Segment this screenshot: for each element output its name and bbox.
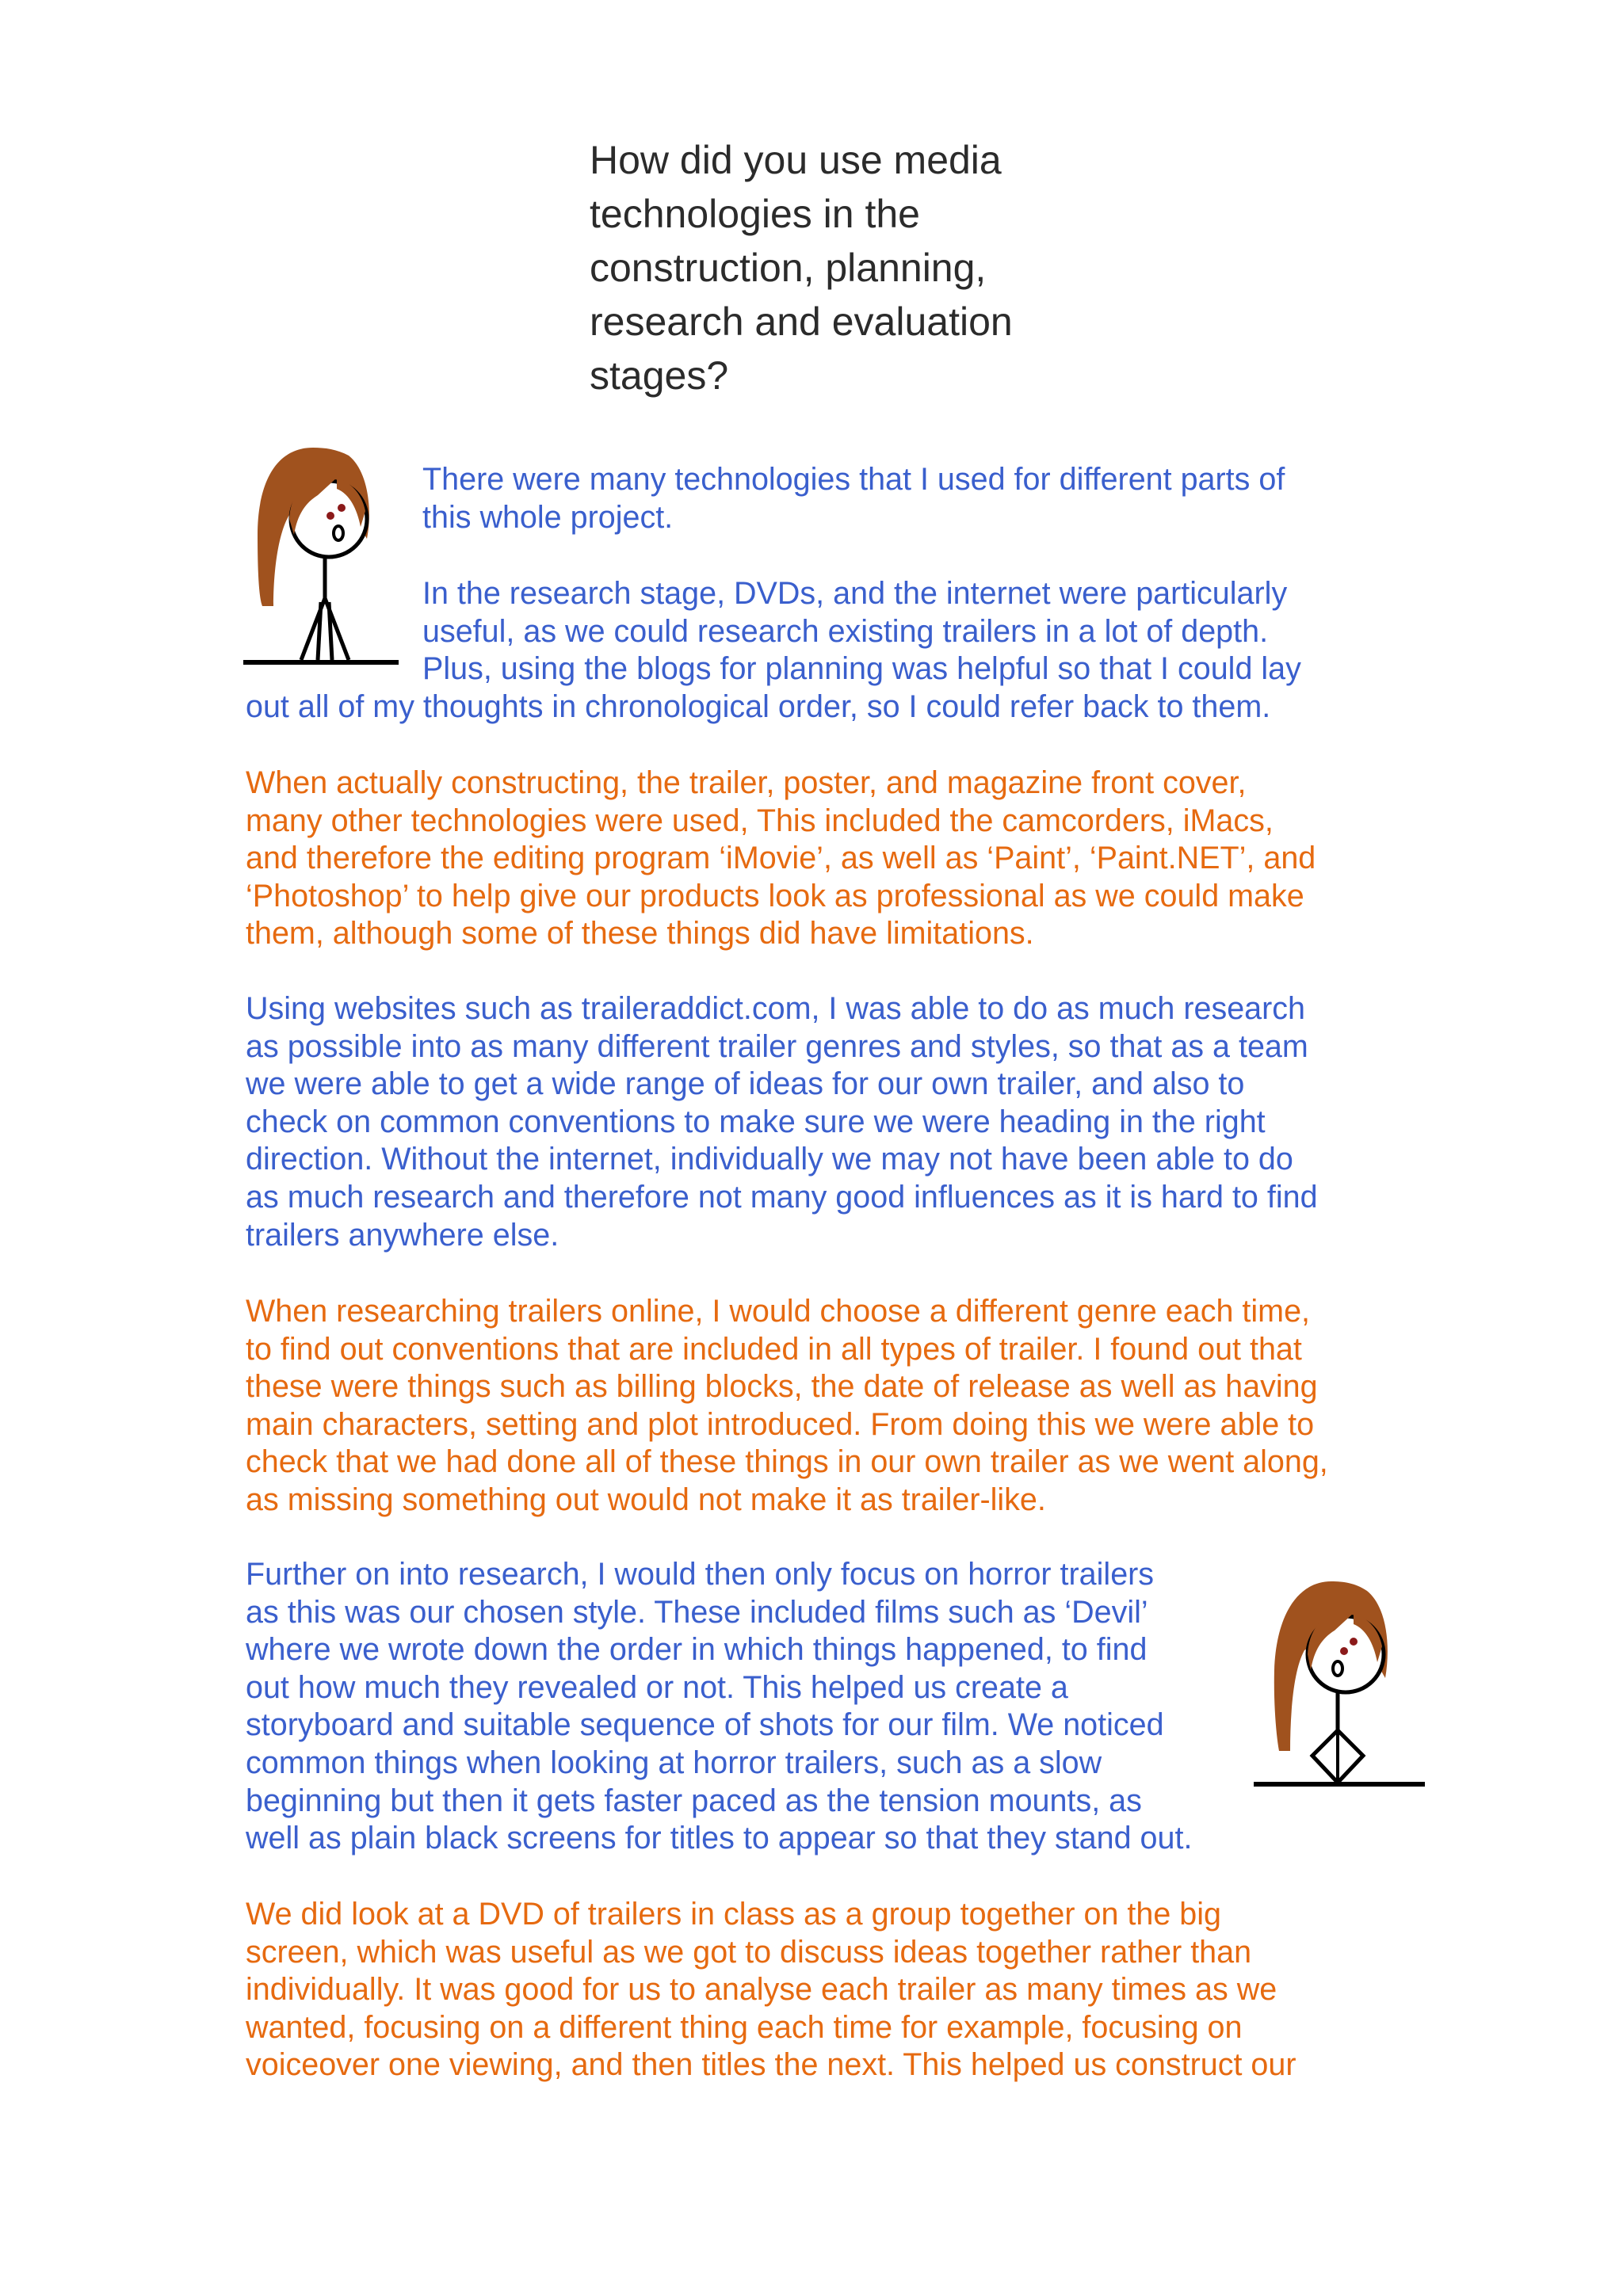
paragraph-intro: There were many technologies that I used for different parts of this whole project.	[422, 462, 1285, 535]
paragraph-research-stage: In the research stage, DVDs, and the internet were particularly useful, as we could research existing trailers in a lot of depth. Plus, using the blogs for planning was helpful so that I could lay	[422, 576, 1301, 687]
paragraph-research-stage-cont: out all of my thoughts in chronological order, so I could refer back to them.	[246, 689, 1271, 724]
paragraph-dvd-class: We did look at a DVD of trailers in class as a group together on the big screen, which was useful as we got to discuss ideas together rather than individually. It was good for us to analyse each trailer as many times as we wanted, focusing on a different thing each time for example, focusing on voiceover one viewing, and then titles the next. This helped us construct our	[246, 1897, 1296, 2083]
stick-figure-girl-icon	[1252, 1575, 1426, 1801]
paragraph-online-research: When researching trailers online, I would choose a different genre each time, to find out conventions that are included in all types of trailer. I found out that these were things such as billing blocks, the date of release as well as having main characters, setting and plot introduced. From doing this we were able to check that we had done all of these things in our own trailer as we went along, as missing something out would not make it as trailer-like.	[246, 1294, 1328, 1517]
page-title: How did you use media technologies in the construction, planning, research and evaluation stages?	[590, 138, 1013, 398]
paragraph-construction: When actually constructing, the trailer, poster, and magazine front cover, many other technologies were used, This included the camcorders, iMacs, and therefore the editing program ‘iMovie’, as well as ‘Paint’, ‘Paint.NET’, and ‘Photoshop’ to help give our products look as professional as we could make them, although some of these things did have limitations.	[246, 765, 1316, 952]
paragraph-horror-research: Further on into research, I would then only focus on horror trailers as this was our chosen style. These included films such as ‘Devil’ where we wrote down the order in which things happened, to find out how much they revealed or not. This helped us create a storyboard and suitable sequence of shots for our film. We noticed common things when looking at horror trailers, such as a slow beginning but then it gets faster paced as the tension mounts, as well as plain black screens for titles to appear so that they stand out.	[246, 1557, 1193, 1856]
stick-figure-girl-icon	[242, 440, 400, 673]
paragraph-websites: Using websites such as traileraddict.com, I was able to do as much research as possible into as many different trailer genres and styles, so that as a team we were able to get a wide range of ideas for our own trailer, and also to check on common conventions to make sure we were heading in the right direction. Without the internet, individually we may not have been able to do as much research and therefore not many good influences as it is hard to find trailers anywhere else.	[246, 991, 1318, 1253]
